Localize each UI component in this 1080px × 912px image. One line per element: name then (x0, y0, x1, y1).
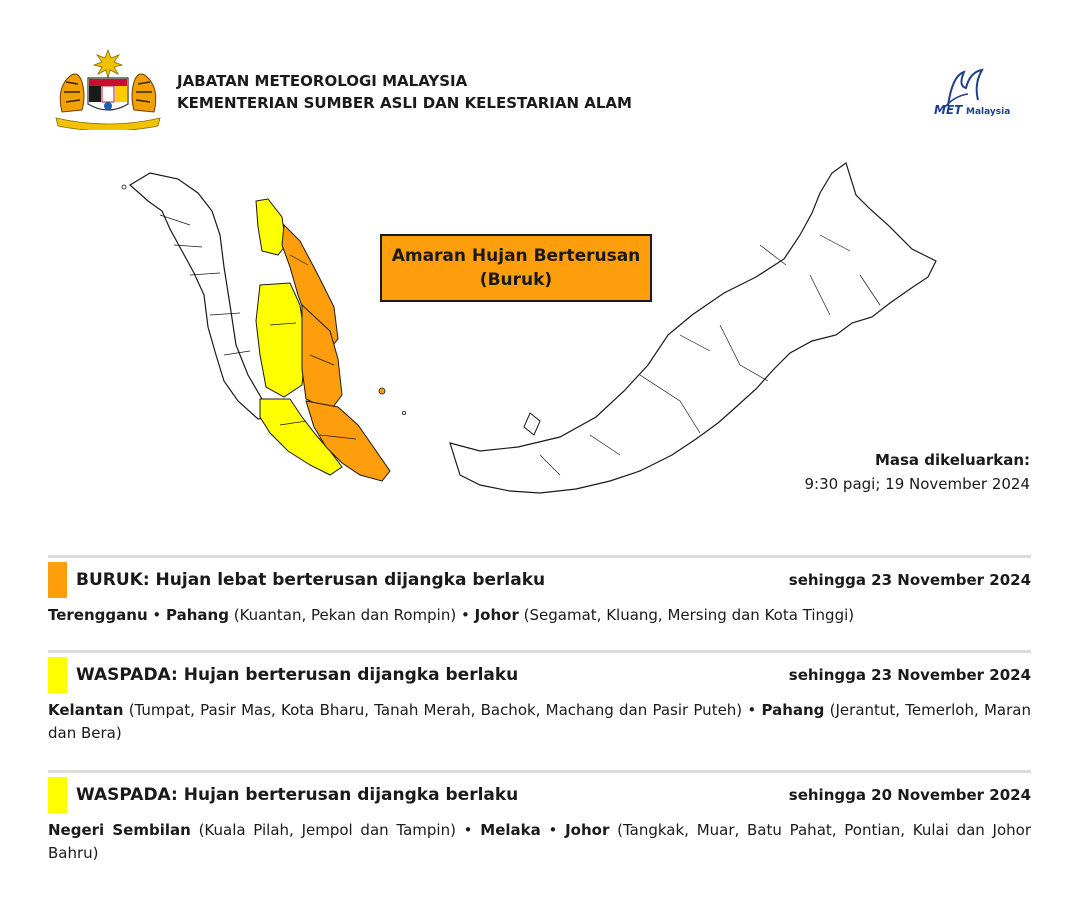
pahang-yellow (256, 283, 306, 397)
buruk-swatch (48, 562, 67, 598)
issued-time (804, 448, 1030, 496)
warning-areas: Terengganu • Pahang (Kuantan, Pekan dan Rompin) • Johor (Segamat, Kluang, Mersing dan Kota Tinggi) (48, 606, 855, 624)
area-state: Kelantan (48, 701, 124, 719)
legend-line-2: (Buruk) (479, 270, 553, 290)
agency-name (177, 70, 632, 114)
divider (48, 770, 1031, 773)
warning-until: sehingga 23 November 2024 (788, 666, 1031, 684)
area-state: Johor (474, 606, 519, 624)
agency-line-2: KEMENTERIAN SUMBER ASLI DAN KELESTARIAN ALAM (177, 94, 632, 112)
warning-section (48, 650, 1031, 745)
area-state: Terengganu (48, 606, 148, 624)
warning-areas: Negeri Sembilan (Kuala Pilah, Jempol dan Tampin) • Melaka • Johor (Tangkak, Muar, Batu Pahat, Pontian, Kulai dan Johor Bahru) (48, 821, 1032, 862)
divider (48, 650, 1031, 653)
agency-line-1: JABATAN METEOROLOGI MALAYSIA (177, 72, 468, 90)
svg-text:MET: MET (934, 103, 963, 117)
svg-text:Malaysia: Malaysia (966, 107, 1011, 117)
divider (48, 555, 1031, 558)
met-malaysia-logo-icon (918, 66, 1030, 120)
area-detail: (Jerantut, Temerloh, Maran dan Bera) (48, 701, 1031, 742)
warning-until: sehingga 23 November 2024 (788, 571, 1031, 589)
waspada-swatch (48, 657, 67, 693)
issued-value: 9:30 pagi; 19 November 2024 (804, 475, 1030, 493)
area-state: Negeri Sembilan (48, 821, 191, 839)
kelantan-yellow (256, 199, 286, 255)
area-state: Pahang (166, 606, 229, 624)
area-detail: (Tangkak, Muar, Batu Pahat, Pontian, Kulai dan Johor Bahru) (48, 821, 1032, 862)
warning-level: WASPADA: Hujan berterusan dijangka berlaku (76, 665, 519, 685)
area-detail: (Kuala Pilah, Jempol dan Tampin) (198, 821, 456, 839)
waspada-swatch (48, 777, 67, 813)
warning-level: BURUK: Hujan lebat berterusan dijangka berlaku (76, 570, 546, 590)
warning-until: sehingga 20 November 2024 (788, 786, 1031, 804)
area-state: Melaka (480, 821, 541, 839)
borneo-sarawak-sabah (450, 163, 936, 493)
warning-level: WASPADA: Hujan berterusan dijangka berlaku (76, 785, 519, 805)
warning-areas: Kelantan (Tumpat, Pasir Mas, Kota Bharu, Tanah Merah, Bachok, Machang dan Pasir Puteh) • Pahang (Jerantut, Temerloh, Maran dan Bera) (48, 701, 1031, 742)
issued-label: Masa dikeluarkan: (874, 451, 1030, 469)
peninsular-white-states (130, 173, 272, 419)
warning-section (48, 770, 1031, 865)
legend-box (380, 234, 652, 302)
area-detail: (Kuantan, Pekan dan Rompin) (233, 606, 457, 624)
legend-line-1: Amaran Hujan Berterusan (391, 246, 641, 266)
malaysia-coat-of-arms-icon (48, 48, 168, 130)
area-detail: (Segamat, Kluang, Mersing dan Kota Tinggi) (523, 606, 855, 624)
area-state: Pahang (761, 701, 825, 719)
warning-section (48, 555, 1031, 627)
area-detail: (Tumpat, Pasir Mas, Kota Bharu, Tanah Merah, Bachok, Machang dan Pasir Puteh) (128, 701, 743, 719)
area-state: Johor (565, 821, 610, 839)
